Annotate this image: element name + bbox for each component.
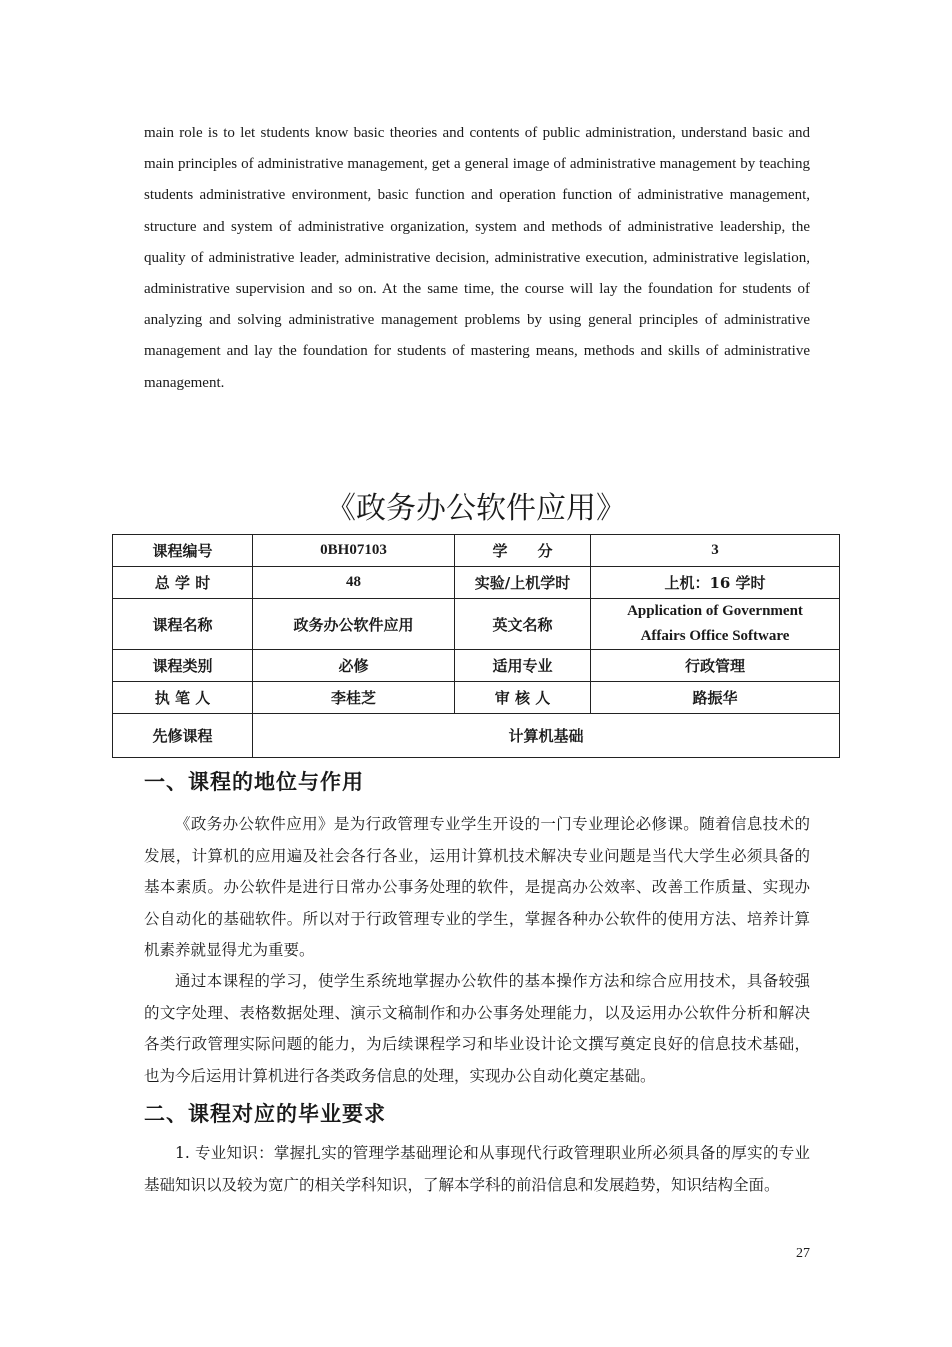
author-label: 执 笔 人 [113,682,253,714]
reviewer-label: 审 核 人 [455,682,591,714]
section-heading-graduation-requirements: 二、课程对应的毕业要求 [144,1102,386,1126]
total-hours-value: 48 [253,567,455,599]
major-label: 适用专业 [455,650,591,682]
section2-paragraph-1: 1. 专业知识：掌握扎实的管理学基础理论和从事现代行政管理职业所必须具备的厚实的专业基础知识以及较为宽广的相关学科知识，了解本学科的前沿信息和发展趋势，知识结构全面。 [144,1144,810,1194]
total-hours-label: 总 学 时 [113,567,253,599]
course-info-table [112,534,840,758]
course-type-value: 必修 [253,650,455,682]
course-title: 《政务办公软件应用》 [326,491,626,526]
table-row [113,567,840,599]
credits-label: 学 分 [455,535,591,567]
course-type-label: 课程类别 [113,650,253,682]
prerequisite-value: 计算机基础 [253,714,840,758]
english-name-label: 英文名称 [455,599,591,650]
reviewer-value: 路振华 [591,682,840,714]
table-row [113,650,840,682]
section1-paragraph-1: 《政务办公软件应用》是为行政管理专业学生开设的一门专业理论必修课。随着信息技术的发展，计算机的应用遍及社会各行各业，运用计算机技术解决专业问题是当代大学生必须具备的基本素质。办公软件是进行日常办公事务处理的软件，是提高办公效率、改善工作质量、实现办公自动化的基础软件。所以对于行政管理专业的学生，掌握各种办公软件的使用方法、培养计算机素养就显得尤为重要。 [144,815,810,959]
course-name-label: 课程名称 [113,599,253,650]
page-number: 27 [796,1246,810,1261]
lab-hours-label: 实验/上机学时 [455,567,591,599]
english-name-value [591,599,840,650]
prerequisite-label: 先修课程 [113,714,253,758]
english-name-line2: Affairs Office Software [640,628,790,644]
major-value: 行政管理 [591,650,840,682]
table-row [113,714,840,758]
author-value: 李桂芝 [253,682,455,714]
table-row [113,599,840,650]
english-description-paragraph: main role is to let students know basic theories and contents of public administration, understand basic and main principles of administrative management, get a general image of administrative management by teaching students administrative environment, basic function and operation function of administrative management, structure and system of administrative organization, system and methods of administrative leadership, the quality of administrative leader, administrative decision, administrative execution, administrative legislation, administrative supervision and so on. At the same time, the course will lay the foundation for students of analyzing and solving administrative management problems by using general principles of administrative management and lay the foundation for students of mastering means, methods and skills of administrative management. [144,125,810,391]
course-code-label: 课程编号 [113,535,253,567]
course-name-value: 政务办公软件应用 [253,599,455,650]
english-name-line1: Application of Government [627,603,803,619]
credits-value: 3 [591,535,840,567]
table-row [113,682,840,714]
lab-hours-value: 上机：16 学时 [591,567,840,599]
course-code-value: 0BH07103 [253,535,455,567]
section-heading-position-role: 一、课程的地位与作用 [144,770,364,794]
table-row [113,535,840,567]
section1-paragraph-2: 通过本课程的学习，使学生系统地掌握办公软件的基本操作方法和综合应用技术，具备较强的文字处理、表格数据处理、演示文稿制作和办公事务处理能力，以及运用办公软件分析和解决各类行政管理实际问题的能力，为后续课程学习和毕业设计论文撰写奠定良好的信息技术基础，也为今后运用计算机进行各类政务信息的处理，实现办公自动化奠定基础。 [144,972,810,1085]
